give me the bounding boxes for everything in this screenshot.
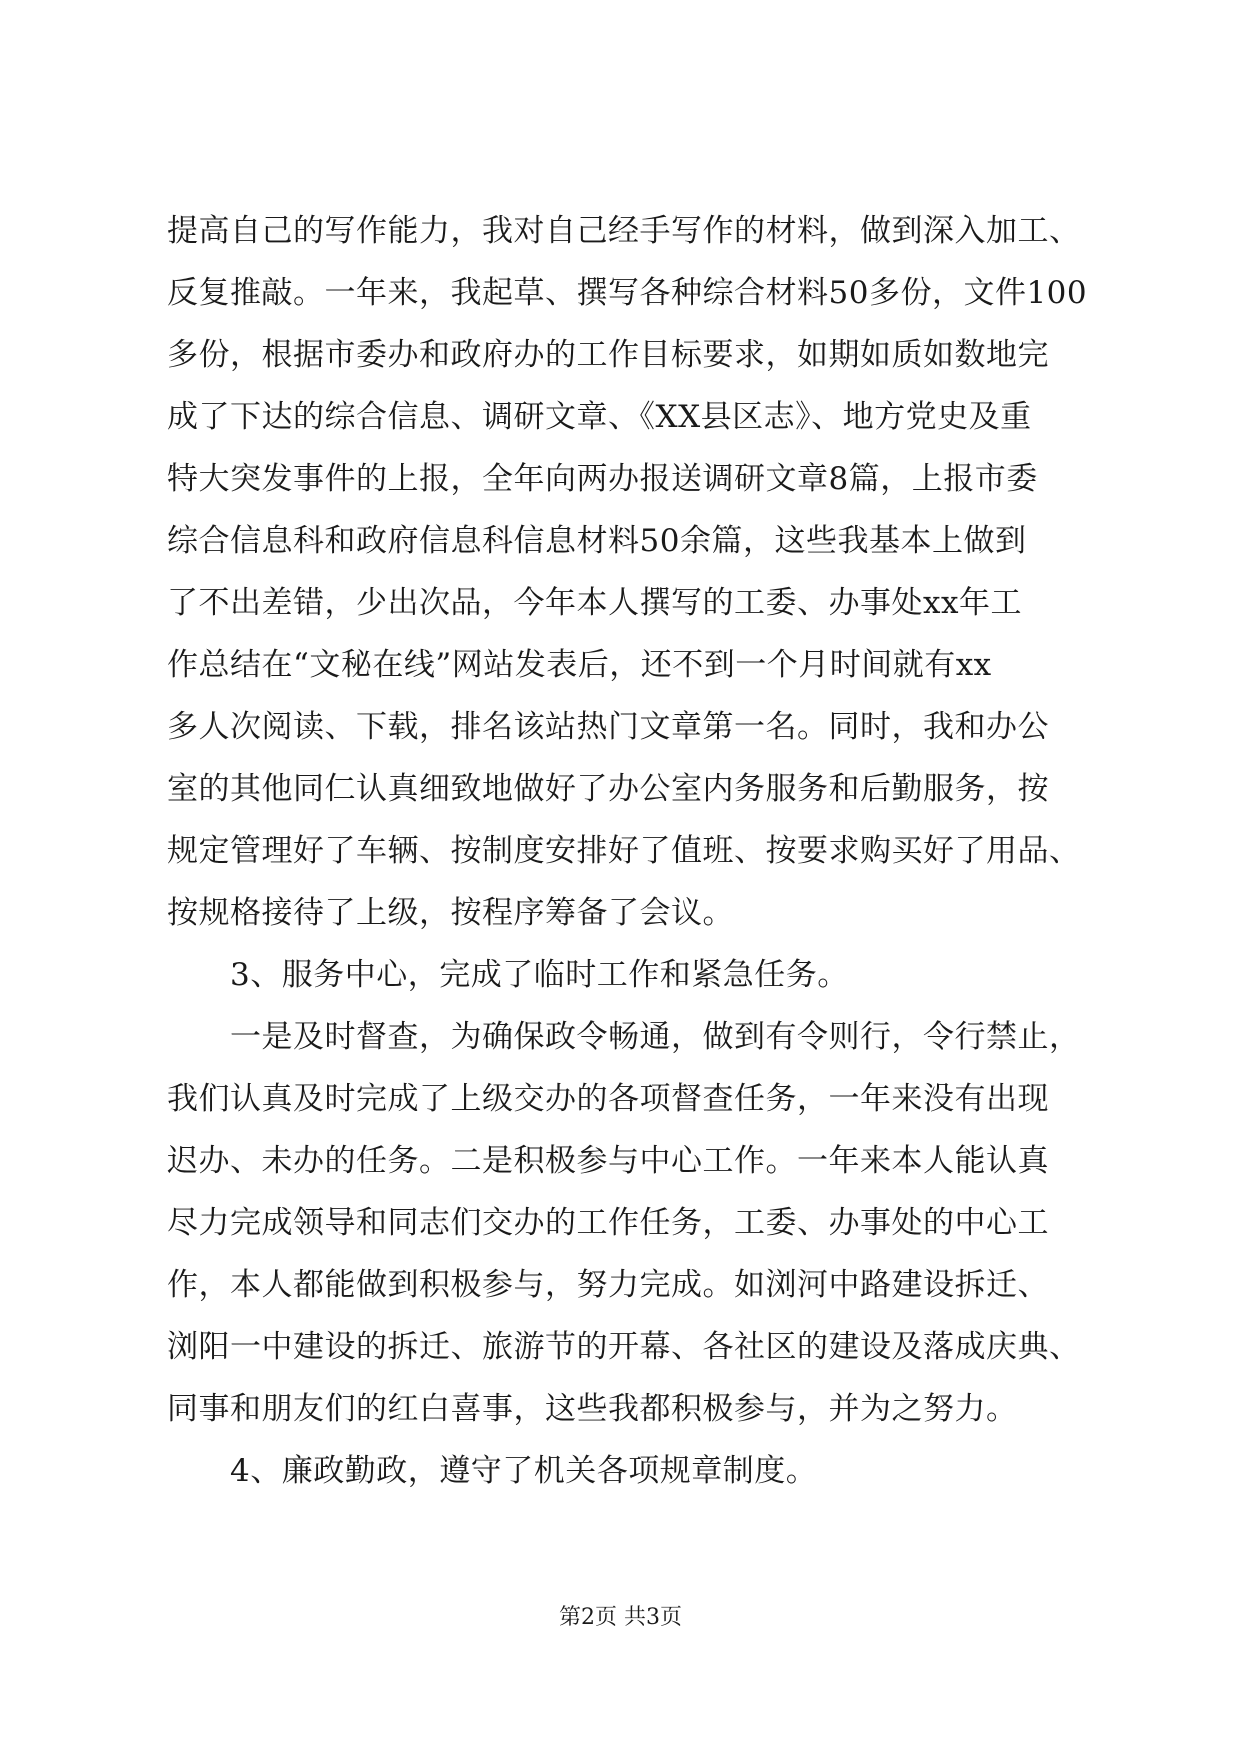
text-line: 规定管理好了车辆、按制度安排好了值班、按要求购买好了用品、 bbox=[167, 833, 1081, 869]
text-line: 浏阳一中建设的拆迁、旅游节的开幕、各社区的建设及落成庆典、 bbox=[167, 1329, 1081, 1365]
text-line: 提高自己的写作能力，我对自己经手写作的材料，做到深入加工、 bbox=[167, 213, 1081, 249]
text-line: 成了下达的综合信息、调研文章、《XX县区志》、地方党史及重 bbox=[167, 399, 1032, 435]
text-line: 多份，根据市委办和政府办的工作目标要求，如期如质如数地完 bbox=[167, 337, 1049, 373]
text-line: 反复推敲。一年来，我起草、撰写各种综合材料50多份，文件100 bbox=[167, 275, 1088, 311]
text-line: 迟办、未办的任务。二是积极参与中心工作。一年来本人能认真 bbox=[167, 1143, 1049, 1179]
text-line: 室的其他同仁认真细致地做好了办公室内务服务和后勤服务，按 bbox=[167, 771, 1049, 807]
text-line: 多人次阅读、下载，排名该站热门文章第一名。同时，我和办公 bbox=[167, 709, 1049, 745]
text-line: 了不出差错，少出次品，今年本人撰写的工委、办事处xx年工 bbox=[167, 585, 1022, 621]
text-line: 作，本人都能做到积极参与，努力完成。如浏河中路建设拆迁、 bbox=[167, 1267, 1049, 1303]
text-line: 同事和朋友们的红白喜事，这些我都积极参与，并为之努力。 bbox=[167, 1391, 1018, 1427]
text-line: 特大突发事件的上报，全年向两办报送调研文章8篇，上报市委 bbox=[167, 461, 1038, 497]
text-line: 一是及时督查，为确保政令畅通，做到有令则行，令行禁止， bbox=[167, 1019, 1081, 1055]
body-text bbox=[167, 200, 1087, 1502]
text-line: 作总结在“文秘在线”网站发表后，还不到一个月时间就有xx bbox=[167, 647, 992, 683]
page-footer: 第2页 共3页 bbox=[559, 1605, 682, 1630]
text-line: 按规格接待了上级，按程序筹备了会议。 bbox=[167, 895, 734, 931]
section-heading: 3、服务中心，完成了临时工作和紧急任务。 bbox=[167, 957, 849, 993]
section-heading: 4、廉政勤政，遵守了机关各项规章制度。 bbox=[167, 1453, 818, 1489]
text-line: 尽力完成领导和同志们交办的工作任务，工委、办事处的中心工 bbox=[167, 1205, 1049, 1241]
text-line: 我们认真及时完成了上级交办的各项督查任务，一年来没有出现 bbox=[167, 1081, 1049, 1117]
text-line: 综合信息科和政府信息科信息材料50余篇，这些我基本上做到 bbox=[167, 523, 1027, 559]
